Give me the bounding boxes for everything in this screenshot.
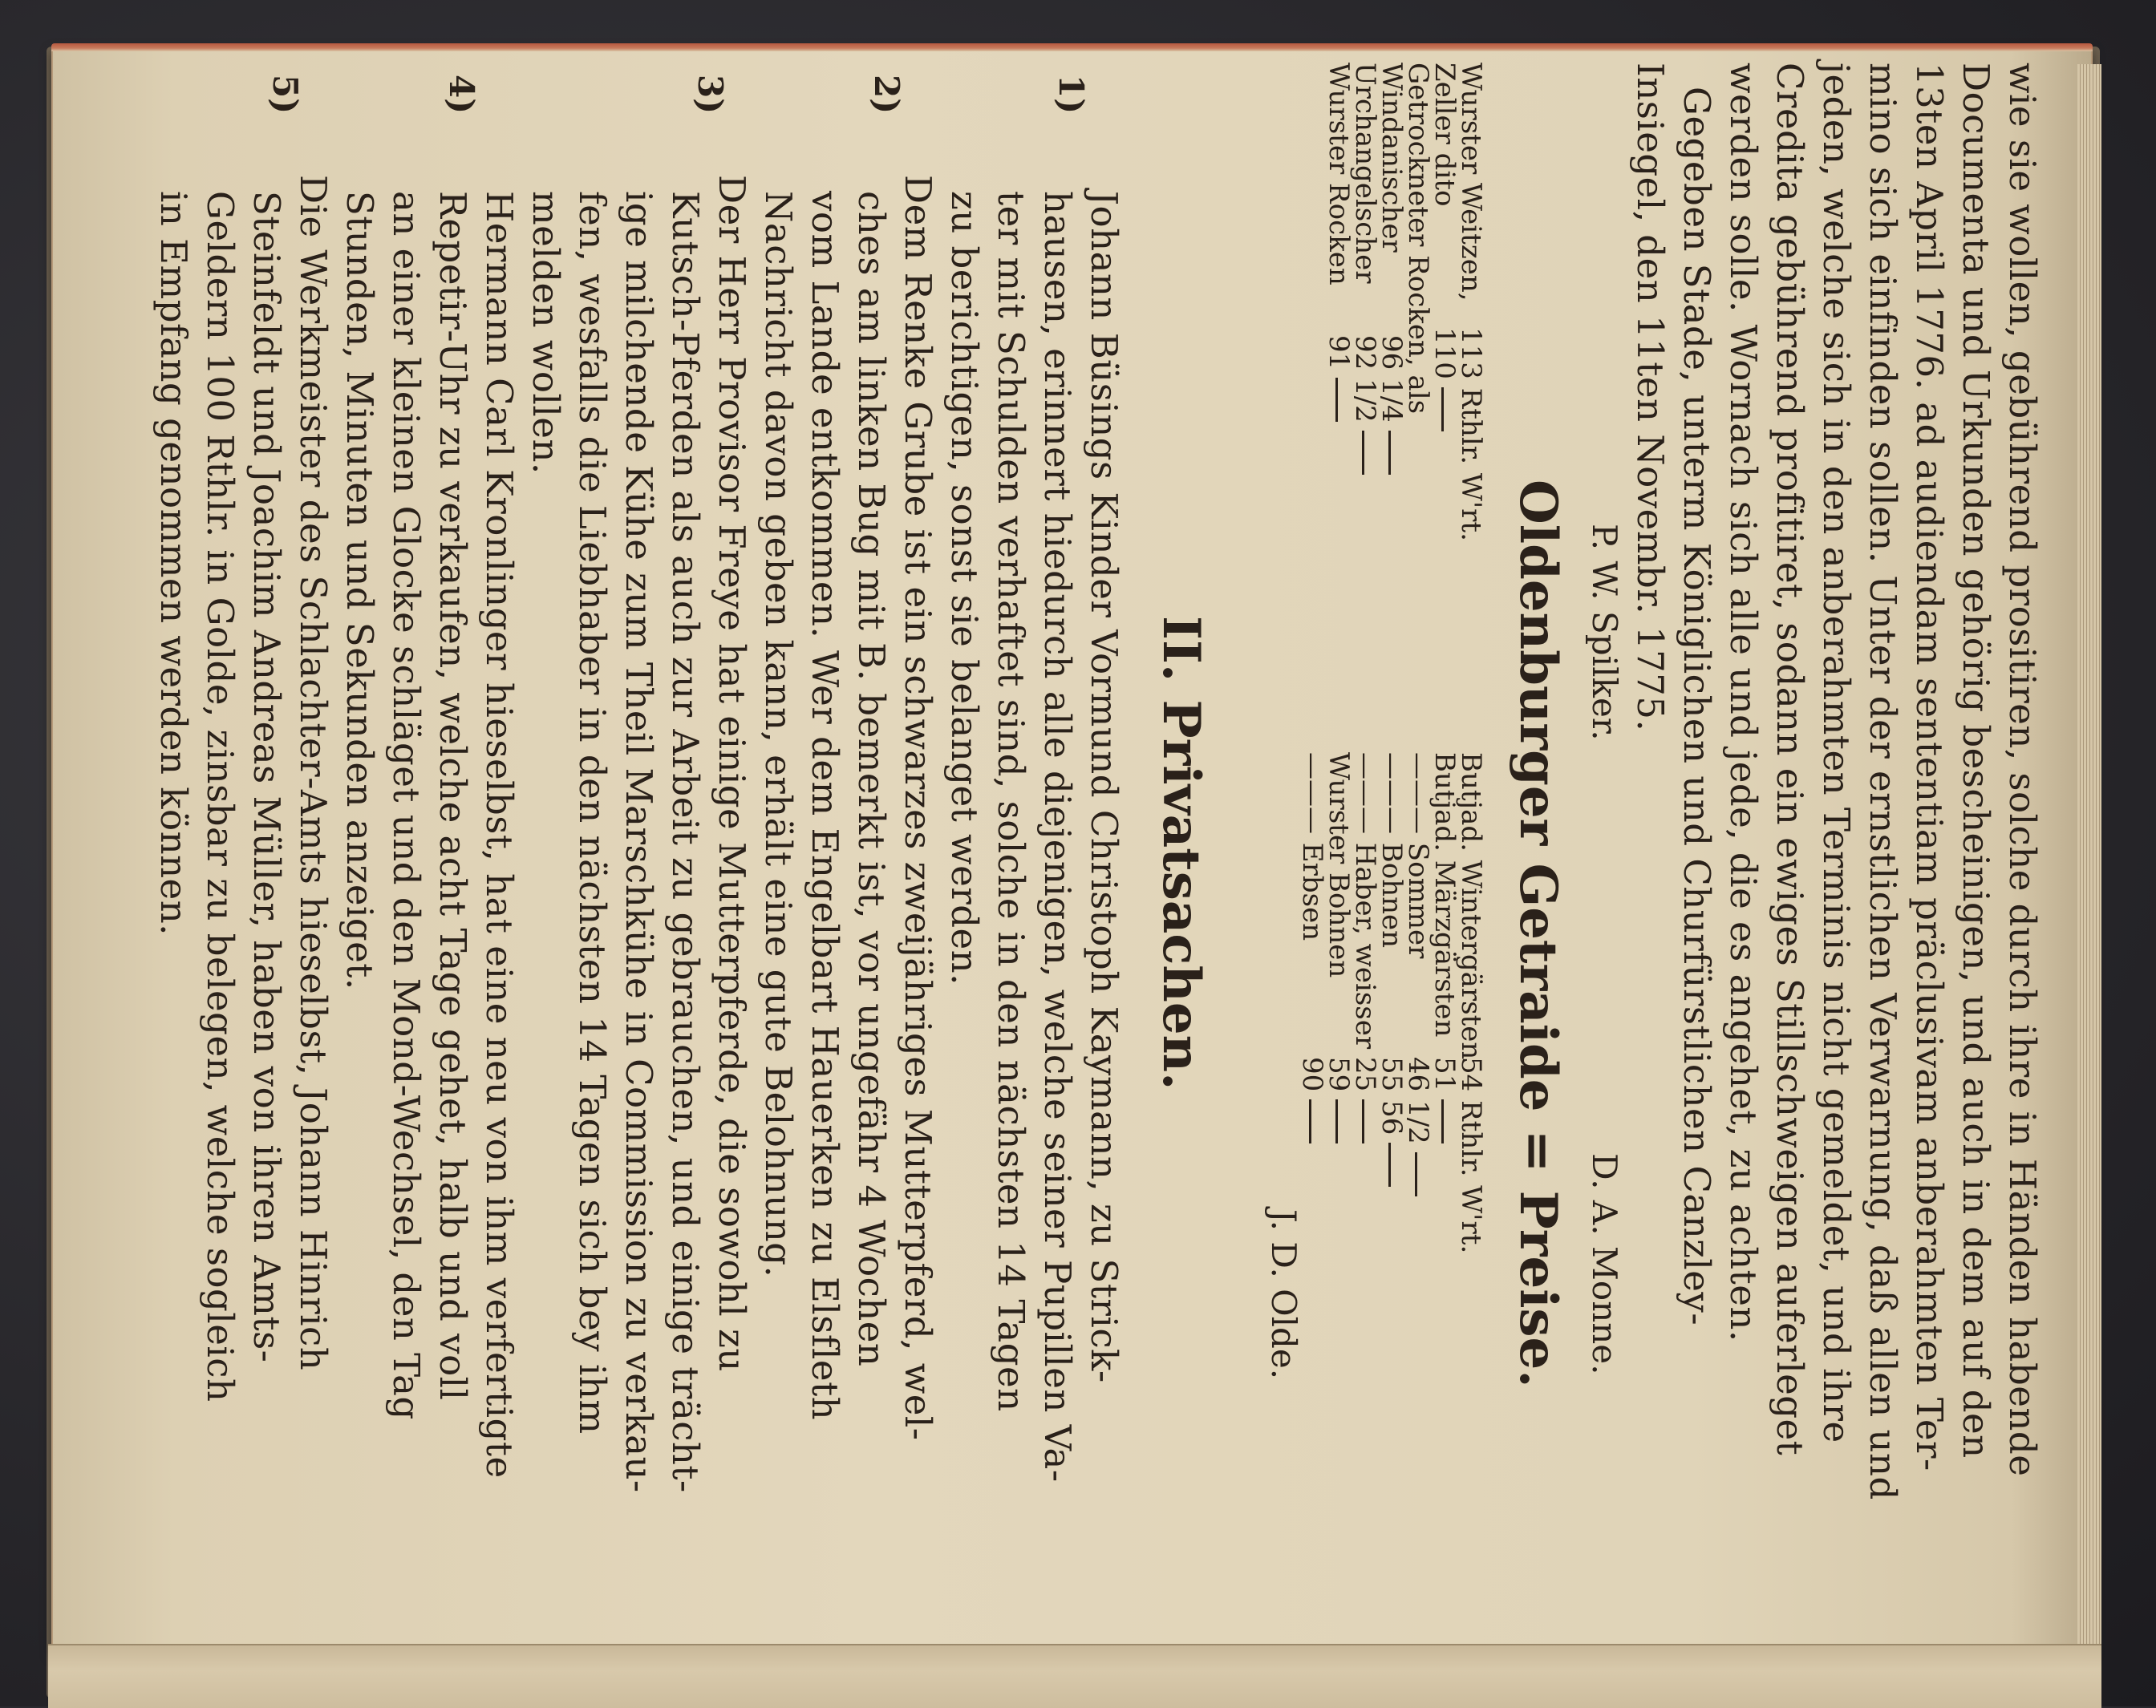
- notice-line: Gegeben Stade, unterm Königlichen und Churfürstlichen Canzley-: [1676, 87, 1718, 1326]
- item-number: 2): [867, 75, 906, 115]
- item-number: 1): [1052, 75, 1091, 115]
- item-number: 3): [691, 75, 730, 115]
- price-item-value: 54 Rthlr. W'rt.: [1455, 1057, 1487, 1254]
- private-heading: II. Privatsachen.: [1151, 616, 1211, 1091]
- price-item-value: 59: [1325, 1057, 1352, 1143]
- price-item-value: 96 1/4: [1378, 335, 1404, 475]
- item-line: vom Lande entkommen. Wer dem Engelbart Hauerken zu Elsfleth: [804, 191, 846, 1421]
- notice-line: werden solle. Wornach sich alle und jede, die es angehet, zu achten.: [1722, 63, 1765, 1342]
- rotated-text-block: [56, 63, 2045, 1610]
- page-stack-edge: [2077, 64, 2101, 1644]
- price-item-value: 46 1/2: [1404, 1057, 1431, 1196]
- item-line: Johann Büsings Kinder Vormund Christoph Kaymann, zu Strick-: [1083, 191, 1125, 1383]
- item-line: ter mit Schulden verhaftet sind, solche in den nächsten 14 Tagen: [990, 191, 1032, 1412]
- price-item-name: Butjad. Wintergärsten: [1455, 752, 1487, 1060]
- page-bottom-edge: [48, 1644, 2101, 1708]
- price-item-value: 92 1/2: [1352, 335, 1378, 475]
- price-item-name: Wurster Bohnen: [1323, 752, 1355, 978]
- item-number: 5): [265, 75, 305, 115]
- item-line: an einer kleinen Glocke schläget und den Mond-Wechsel, den Tag: [385, 191, 428, 1420]
- item-line: fen, wesfalls die Liebhaber in den nächsten 14 Tagen sich bey ihm: [571, 191, 614, 1435]
- notice-line: mino sich einfinden sollen. Unter der ernstlichen Verwarnung, daß allen und: [1862, 63, 1904, 1500]
- price-item-value: 25: [1352, 1057, 1378, 1143]
- notice-line: wie sie wollen, gebührend prositiren, solche durch ihre in Händen habende: [2001, 63, 2044, 1477]
- price-item-value: 51: [1431, 1057, 1457, 1143]
- notice-line: jeden, welche sich in den anberahmten Terminis nicht gemeldet, und ihre: [1815, 63, 1858, 1443]
- price-item-value: 91: [1325, 335, 1352, 422]
- price-item-name: Getrockneter Rocken, als: [1402, 63, 1434, 415]
- price-item-name: ——— Haber, weisser: [1349, 752, 1381, 1050]
- item-line: Hermann Carl Kronlinger hieselbst, hat eine neu von ihm verfertigte: [478, 191, 521, 1479]
- notice-line: 13ten April 1776. ad audiendam sententiam präclusivam anberahmten Ter-: [1908, 63, 1951, 1471]
- item-line: ches am linken Bug mit B. bemerkt ist, vor ungefähr 4 Wochen: [850, 191, 893, 1367]
- item-line: ige milchende Kühe zum Theil Marschkühe in Commission zu verkau-: [618, 191, 660, 1493]
- item-line: Der Herr Provisor Freye hat einige Mutterpferde, die sowohl zu: [711, 175, 753, 1372]
- price-item-value: 90: [1299, 1057, 1325, 1143]
- price-item-name: Wurster Rocken: [1323, 63, 1355, 285]
- item-line: Nachricht davon geben kann, erhält eine gute Belohnung.: [757, 191, 800, 1278]
- price-item-name: Urchangelscher: [1349, 63, 1381, 284]
- signature-left: P. W. Spilker.: [1585, 524, 1624, 741]
- price-item-name: Butjad. Märzgärsten: [1429, 752, 1461, 1038]
- price-item-value: 55 56: [1378, 1057, 1404, 1187]
- page-top-edge: [51, 43, 2093, 51]
- item-number: 4): [442, 75, 481, 115]
- item-line: Stunden, Minuten und Sekunden anzeiget.: [338, 191, 381, 990]
- price-item-value: 113 Rthlr. W'rt.: [1455, 327, 1487, 541]
- item-line: Geldern 100 Rthlr. in Golde, zinsbar zu belegen, welche sogleich: [199, 191, 241, 1402]
- prices-heading: Oldenburger Getraide = Preise.: [1508, 480, 1568, 1388]
- item-line: hausen, erinnert hiedurch alle diejenigen, welche seiner Pupillen Va-: [1036, 191, 1079, 1483]
- price-item-value: 110: [1431, 327, 1457, 431]
- notice-line: Documenta und Urkunden gehörig bescheinigen, und auch in dem auf den: [1955, 63, 1997, 1459]
- price-item-name: ——— Bohnen: [1376, 752, 1408, 949]
- item-line: Steinfeldt und Joachim Andreas Müller, haben von ihren Amts-: [245, 191, 288, 1363]
- item-line: in Empfang genommen werden können.: [152, 191, 195, 936]
- item-line: zu berichtigen, sonst sie belanget werden.: [943, 191, 986, 986]
- price-item-name: ——— Erbsen: [1296, 752, 1328, 941]
- item-line: Dem Renke Grube ist ein schwarzes zweijähriges Mutterpferd, wel-: [897, 175, 939, 1441]
- item-line: Repetir-Uhr zu verkaufen, welche acht Tage gehet, halb und voll: [432, 191, 474, 1401]
- price-item-name: Wurster Weitzen,: [1455, 63, 1487, 302]
- price-item-name: ——— Sommer: [1402, 752, 1434, 959]
- notice-line: Credita gebührend profitiret, sodann ein ewiges Stillschweigen auferleget: [1769, 63, 1811, 1456]
- price-item-name: Windanischer: [1376, 63, 1408, 253]
- notice-line: Insiegel, den 11ten Novembr. 1775.: [1629, 63, 1672, 732]
- price-item-name: Zeller dito: [1429, 63, 1461, 207]
- item-line: Kutsch-Pferden als auch zur Arbeit zu gebrauchen, und einige trächt-: [664, 191, 707, 1493]
- item-line: melden wollen.: [525, 191, 567, 475]
- prices-signature: J. D. Olde.: [1264, 1209, 1303, 1380]
- signature-right: D. A. Monne.: [1585, 1153, 1624, 1375]
- item-line: Die Werkmeister des Schlachter-Amts hieselbst, Johann Hinrich: [292, 175, 334, 1371]
